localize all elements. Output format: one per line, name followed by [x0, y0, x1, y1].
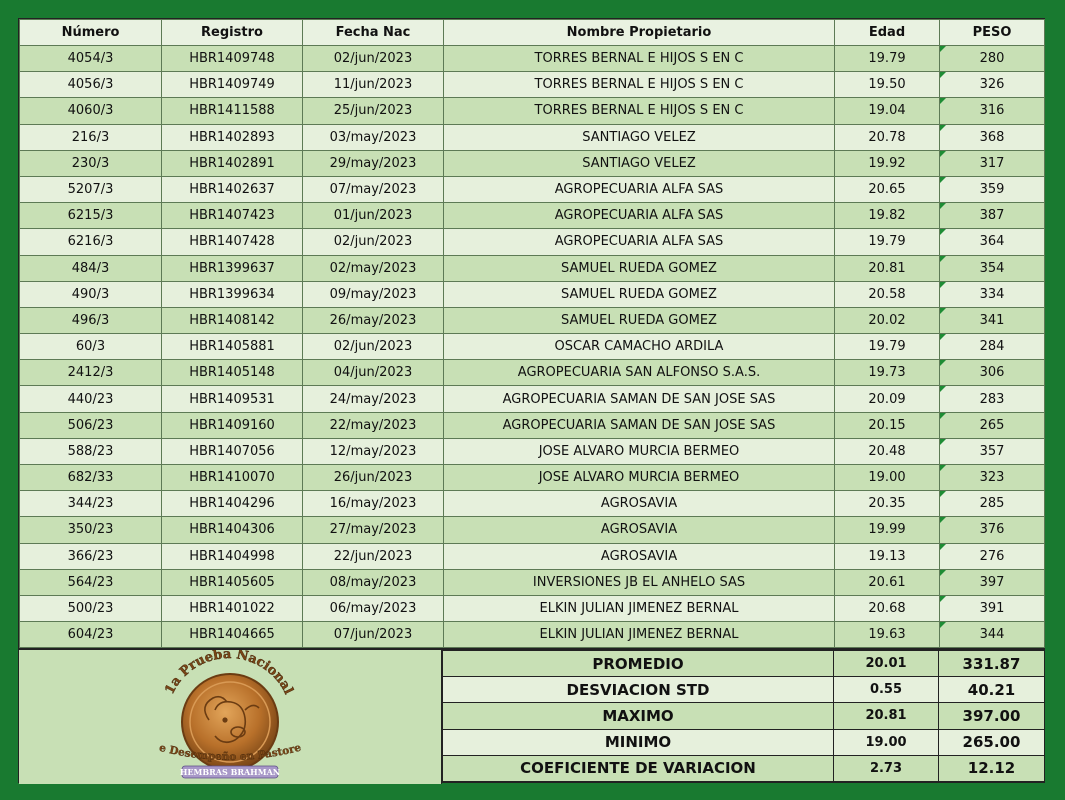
cell-numero: 4056/3: [20, 72, 162, 98]
cell-numero: 5207/3: [20, 176, 162, 202]
cell-numero: 484/3: [20, 255, 162, 281]
cell-fecha-nac: 26/jun/2023: [303, 465, 444, 491]
table-row: [20, 98, 1045, 124]
col-header-numero: Número: [20, 20, 162, 46]
cell-peso: 376: [940, 517, 1045, 543]
table-row: [20, 176, 1045, 202]
cell-numero: 440/23: [20, 386, 162, 412]
cell-numero: 588/23: [20, 438, 162, 464]
cell-propietario: AGROPECUARIA ALFA SAS: [444, 176, 835, 202]
table-row: [20, 517, 1045, 543]
cell-edad: 19.73: [835, 360, 940, 386]
table-row: [20, 465, 1045, 491]
stats-table: [442, 650, 1045, 782]
cell-propietario: AGROSAVIA: [444, 491, 835, 517]
cell-registro: HBR1409160: [162, 412, 303, 438]
cell-fecha-nac: 22/jun/2023: [303, 543, 444, 569]
cell-peso: 387: [940, 203, 1045, 229]
results-sheet: [18, 18, 1045, 783]
table-row: [20, 360, 1045, 386]
table-row: [20, 72, 1045, 98]
cell-numero: 604/23: [20, 622, 162, 648]
cell-peso: 359: [940, 176, 1045, 202]
cell-registro: HBR1409748: [162, 46, 303, 72]
cell-fecha-nac: 29/may/2023: [303, 150, 444, 176]
cell-numero: 490/3: [20, 281, 162, 307]
cell-registro: HBR1409749: [162, 72, 303, 98]
cell-fecha-nac: 09/may/2023: [303, 281, 444, 307]
cell-numero: 366/23: [20, 543, 162, 569]
cell-numero: 496/3: [20, 307, 162, 333]
stat-peso: 265.00: [939, 729, 1045, 755]
cell-propietario: AGROPECUARIA ALFA SAS: [444, 203, 835, 229]
col-header-edad: Edad: [835, 20, 940, 46]
cell-registro: HBR1405148: [162, 360, 303, 386]
table-row: [20, 46, 1045, 72]
cell-numero: 564/23: [20, 569, 162, 595]
cell-peso: 280: [940, 46, 1045, 72]
table-row: [20, 386, 1045, 412]
table-row: [20, 124, 1045, 150]
cell-propietario: JOSE ALVARO MURCIA BERMEO: [444, 438, 835, 464]
cell-propietario: TORRES BERNAL E HIJOS S EN C: [444, 46, 835, 72]
cell-peso: 323: [940, 465, 1045, 491]
results-table: [19, 19, 1045, 648]
cell-numero: 344/23: [20, 491, 162, 517]
cell-fecha-nac: 04/jun/2023: [303, 360, 444, 386]
cell-registro: HBR1405605: [162, 569, 303, 595]
cell-numero: 6216/3: [20, 229, 162, 255]
cell-numero: 4054/3: [20, 46, 162, 72]
table-row: [20, 412, 1045, 438]
col-header-fecha-nac: Fecha Nac: [303, 20, 444, 46]
cell-edad: 20.58: [835, 281, 940, 307]
cell-registro: HBR1410070: [162, 465, 303, 491]
cell-registro: HBR1411588: [162, 98, 303, 124]
table-row: [20, 569, 1045, 595]
cell-peso: 316: [940, 98, 1045, 124]
cell-fecha-nac: 07/may/2023: [303, 176, 444, 202]
cell-propietario: ELKIN JULIAN JIMENEZ BERNAL: [444, 595, 835, 621]
stat-edad: 19.00: [834, 729, 939, 755]
cell-fecha-nac: 26/may/2023: [303, 307, 444, 333]
cell-propietario: JOSE ALVARO MURCIA BERMEO: [444, 465, 835, 491]
cell-propietario: ELKIN JULIAN JIMENEZ BERNAL: [444, 622, 835, 648]
cell-fecha-nac: 02/jun/2023: [303, 334, 444, 360]
stat-peso: 397.00: [939, 703, 1045, 729]
cell-fecha-nac: 01/jun/2023: [303, 203, 444, 229]
cell-edad: 19.00: [835, 465, 940, 491]
event-logo: [19, 650, 441, 784]
cell-peso: 341: [940, 307, 1045, 333]
cell-edad: 19.04: [835, 98, 940, 124]
cell-propietario: AGROPECUARIA SAMAN DE SAN JOSE SAS: [444, 412, 835, 438]
cell-propietario: AGROPECUARIA ALFA SAS: [444, 229, 835, 255]
table-row: [20, 334, 1045, 360]
cell-edad: 19.63: [835, 622, 940, 648]
cell-registro: HBR1402891: [162, 150, 303, 176]
cell-registro: HBR1399637: [162, 255, 303, 281]
cell-fecha-nac: 02/jun/2023: [303, 46, 444, 72]
cell-propietario: TORRES BERNAL E HIJOS S EN C: [444, 98, 835, 124]
cell-numero: 506/23: [20, 412, 162, 438]
cell-edad: 20.61: [835, 569, 940, 595]
stat-peso: 40.21: [939, 677, 1045, 703]
cell-registro: HBR1405881: [162, 334, 303, 360]
col-header-peso: PESO: [940, 20, 1045, 46]
cell-propietario: SANTIAGO VELEZ: [444, 124, 835, 150]
cell-propietario: AGROSAVIA: [444, 517, 835, 543]
cell-propietario: TORRES BERNAL E HIJOS S EN C: [444, 72, 835, 98]
cell-edad: 20.65: [835, 176, 940, 202]
stats-row: [443, 677, 1045, 703]
cell-numero: 350/23: [20, 517, 162, 543]
table-row: [20, 543, 1045, 569]
cell-edad: 19.82: [835, 203, 940, 229]
cell-propietario: SAMUEL RUEDA GOMEZ: [444, 281, 835, 307]
cell-fecha-nac: 16/may/2023: [303, 491, 444, 517]
cell-edad: 20.81: [835, 255, 940, 281]
stat-label: MINIMO: [443, 729, 834, 755]
cell-fecha-nac: 11/jun/2023: [303, 72, 444, 98]
cell-peso: 265: [940, 412, 1045, 438]
cell-edad: 20.02: [835, 307, 940, 333]
cell-fecha-nac: 22/may/2023: [303, 412, 444, 438]
cell-fecha-nac: 02/jun/2023: [303, 229, 444, 255]
stats-row: [443, 729, 1045, 755]
cell-fecha-nac: 02/may/2023: [303, 255, 444, 281]
cell-peso: 285: [940, 491, 1045, 517]
cell-registro: HBR1409531: [162, 386, 303, 412]
stat-label: PROMEDIO: [443, 651, 834, 677]
cell-peso: 391: [940, 595, 1045, 621]
cell-registro: HBR1404998: [162, 543, 303, 569]
cell-registro: HBR1407428: [162, 229, 303, 255]
cell-edad: 20.48: [835, 438, 940, 464]
table-row: [20, 255, 1045, 281]
cell-peso: 276: [940, 543, 1045, 569]
cell-fecha-nac: 27/may/2023: [303, 517, 444, 543]
cell-peso: 284: [940, 334, 1045, 360]
cell-peso: 357: [940, 438, 1045, 464]
table-row: [20, 622, 1045, 648]
table-row: [20, 595, 1045, 621]
cell-fecha-nac: 08/may/2023: [303, 569, 444, 595]
cell-peso: 306: [940, 360, 1045, 386]
cell-registro: HBR1407423: [162, 203, 303, 229]
logo-arc-top-text: 1a Prueba Nacional: [162, 650, 296, 697]
stat-label: DESVIACION STD: [443, 677, 834, 703]
cell-registro: HBR1404296: [162, 491, 303, 517]
col-header-propietario: Nombre Propietario: [444, 20, 835, 46]
table-row: [20, 307, 1045, 333]
cell-numero: 682/33: [20, 465, 162, 491]
stat-edad: 20.01: [834, 651, 939, 677]
table-row: [20, 229, 1045, 255]
cell-edad: 20.68: [835, 595, 940, 621]
cell-registro: HBR1407056: [162, 438, 303, 464]
cell-propietario: SANTIAGO VELEZ: [444, 150, 835, 176]
logo-arc-bottom-text: e Desempeño en Pastore: [157, 741, 303, 764]
cell-numero: 6215/3: [20, 203, 162, 229]
cell-fecha-nac: 06/may/2023: [303, 595, 444, 621]
cell-propietario: OSCAR CAMACHO ARDILA: [444, 334, 835, 360]
cell-fecha-nac: 03/may/2023: [303, 124, 444, 150]
stat-label: COEFICIENTE DE VARIACION: [443, 755, 834, 781]
col-header-registro: Registro: [162, 20, 303, 46]
cell-edad: 19.13: [835, 543, 940, 569]
cell-propietario: SAMUEL RUEDA GOMEZ: [444, 307, 835, 333]
cell-peso: 364: [940, 229, 1045, 255]
cell-edad: 19.92: [835, 150, 940, 176]
cell-edad: 20.15: [835, 412, 940, 438]
cell-numero: 230/3: [20, 150, 162, 176]
cell-propietario: AGROPECUARIA SAN ALFONSO S.A.S.: [444, 360, 835, 386]
cell-numero: 60/3: [20, 334, 162, 360]
cell-propietario: SAMUEL RUEDA GOMEZ: [444, 255, 835, 281]
stats-row: [443, 703, 1045, 729]
cell-numero: 4060/3: [20, 98, 162, 124]
cell-registro: HBR1404665: [162, 622, 303, 648]
cell-registro: HBR1408142: [162, 307, 303, 333]
cell-peso: 334: [940, 281, 1045, 307]
stat-peso: 12.12: [939, 755, 1045, 781]
cell-fecha-nac: 07/jun/2023: [303, 622, 444, 648]
cell-edad: 19.79: [835, 46, 940, 72]
cell-fecha-nac: 25/jun/2023: [303, 98, 444, 124]
stat-label: MAXIMO: [443, 703, 834, 729]
table-row: [20, 438, 1045, 464]
cell-peso: 368: [940, 124, 1045, 150]
cell-peso: 354: [940, 255, 1045, 281]
cell-registro: HBR1402637: [162, 176, 303, 202]
cell-registro: HBR1404306: [162, 517, 303, 543]
cell-edad: 20.09: [835, 386, 940, 412]
cell-numero: 500/23: [20, 595, 162, 621]
cell-edad: 19.79: [835, 334, 940, 360]
cell-propietario: AGROPECUARIA SAMAN DE SAN JOSE SAS: [444, 386, 835, 412]
cell-registro: HBR1401022: [162, 595, 303, 621]
table-row: [20, 203, 1045, 229]
cell-peso: 317: [940, 150, 1045, 176]
cell-edad: 19.50: [835, 72, 940, 98]
cell-peso: 283: [940, 386, 1045, 412]
cell-peso: 344: [940, 622, 1045, 648]
table-row: [20, 491, 1045, 517]
stat-edad: 2.73: [834, 755, 939, 781]
stat-edad: 20.81: [834, 703, 939, 729]
cell-fecha-nac: 24/may/2023: [303, 386, 444, 412]
cell-fecha-nac: 12/may/2023: [303, 438, 444, 464]
stat-edad: 0.55: [834, 677, 939, 703]
cell-propietario: AGROSAVIA: [444, 543, 835, 569]
stats-row: [443, 755, 1045, 781]
logo-ribbon-text: HEMBRAS BRAHMAN: [179, 767, 281, 777]
table-body: [20, 46, 1045, 648]
table-header-row: [20, 20, 1045, 46]
cell-propietario: INVERSIONES JB EL ANHELO SAS: [444, 569, 835, 595]
cell-peso: 326: [940, 72, 1045, 98]
stat-peso: 331.87: [939, 651, 1045, 677]
cell-registro: HBR1399634: [162, 281, 303, 307]
summary-footer: [19, 648, 1044, 784]
cell-edad: 19.99: [835, 517, 940, 543]
stats-row: [443, 651, 1045, 677]
table-row: [20, 150, 1045, 176]
cell-peso: 397: [940, 569, 1045, 595]
cell-edad: 20.35: [835, 491, 940, 517]
cell-edad: 19.79: [835, 229, 940, 255]
logo-area: [19, 650, 442, 784]
cell-edad: 20.78: [835, 124, 940, 150]
cell-numero: 2412/3: [20, 360, 162, 386]
cell-numero: 216/3: [20, 124, 162, 150]
cell-registro: HBR1402893: [162, 124, 303, 150]
table-row: [20, 281, 1045, 307]
